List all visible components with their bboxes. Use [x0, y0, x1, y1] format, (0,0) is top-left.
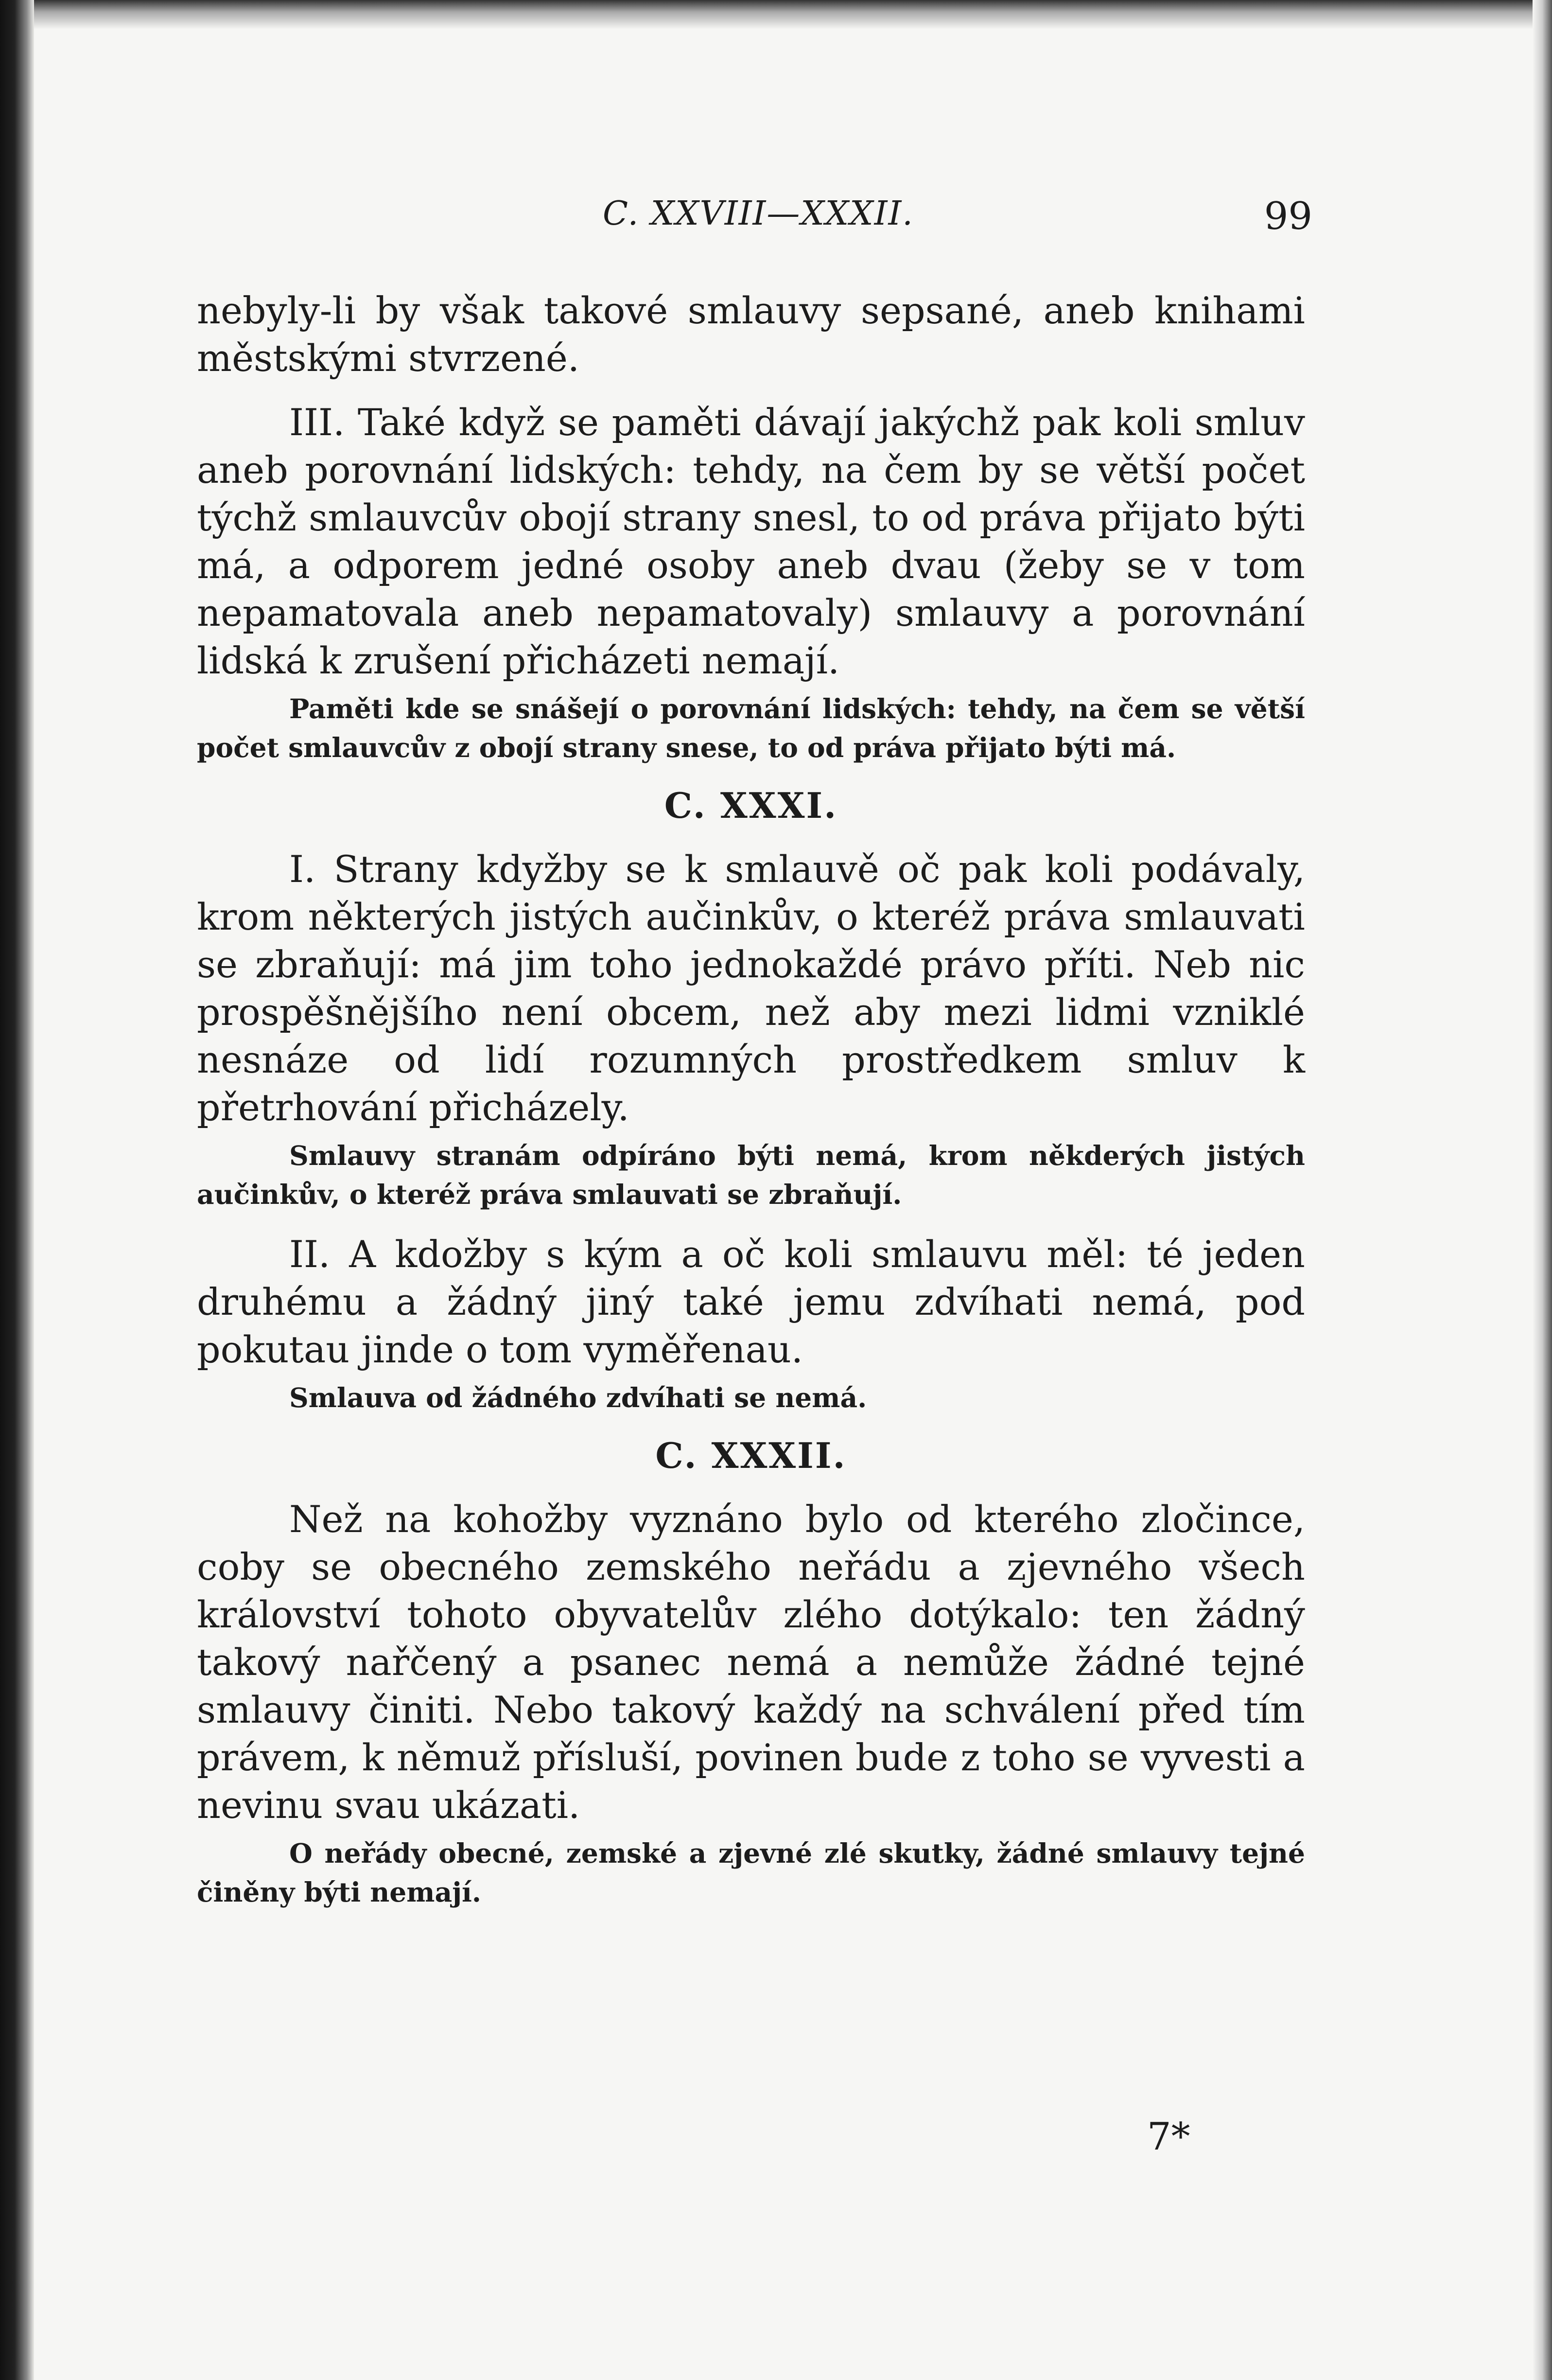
page-left-edge-shadow: [0, 0, 34, 2380]
margin-note-xxxii: O neřády obecné, zemské a zjevné zlé skutky, žádné smlauvy tejné činěny býti nemají.: [197, 1837, 1305, 1908]
margin-note-xxxi-ii: Smlauva od žádného zdvíhati se nemá.: [289, 1382, 867, 1413]
page-right-edge-shadow: [1533, 0, 1552, 2380]
paragraph-xxxi-ii: II. A kdožby s kým a oč koli smlauvu měl: té jeden druhému a žádný jiný také jemu zdvíhati nemá, pod pokutau jinde o tom vyměřenau.: [197, 1233, 1305, 1371]
page-top-edge-shadow: [34, 0, 1552, 29]
chapter-heading-xxxi: C. XXXI.: [664, 785, 838, 826]
page-body: [197, 287, 1305, 1912]
page-header: [194, 194, 1312, 248]
paragraph-xxxii: Než na kohožby vyznáno bylo od kterého zločince, coby se obecného zemského neřádu a zjevného všech království tohoto obyvatelův zlého dotýkalo: ten žádný takový nařčený a psanec nemá a nemůže žádné tejné smlauvy činiti. Nebo takový každý na schválení před tím právem, k němuž přísluší, povinen bude z toho se vyvesti a nevinu svau ukázati.: [197, 1498, 1305, 1827]
running-title: C. XXVIII—XXXII.: [603, 194, 914, 233]
paragraph-continuation: nebyly-li by však takové smlauvy sepsané, aneb knihami městskými stvrzené.: [197, 289, 1305, 380]
paragraph-section-iii: III. Také když se paměti dávají jakýchž pak koli smluv aneb porovnání lidských: tehdy, na čem by se větší počet týchž smlauvcův obojí strany snesl, to od práva přijato býti má, a odporem jedné osoby aneb dvau (žeby se v tom nepamatovala aneb nepamatovaly) smlauvy a porovnání lidská k zrušení přicházeti nemají.: [197, 401, 1305, 682]
signature-mark: 7*: [1147, 2115, 1190, 2159]
chapter-heading-xxxii: C. XXXII.: [655, 1435, 847, 1476]
page-number: 99: [1264, 194, 1312, 238]
margin-note-section-iii: Paměti kde se snášejí o porovnání lidských: tehdy, na čem se větší počet smlauvcův z obojí strany snese, to od práva přijato býti má.: [197, 693, 1305, 763]
margin-note-xxxi-i: Smlauvy stranám odpíráno býti nemá, krom někderých jistých aučinkův, o kteréž práva smlauvati se zbraňují.: [197, 1140, 1305, 1210]
paragraph-xxxi-i: I. Strany kdyžby se k smlauvě oč pak koli podávaly, krom některých jistých aučinkův, o kteréž práva smlauvati se zbraňují: má jim toho jednokaždé právo příti. Neb nic prospěšnějšího není obcem, než aby mezi lidmi vzniklé nesnáze od lidí rozumných prostředkem smluv k přetrhování přicházely.: [197, 847, 1305, 1129]
